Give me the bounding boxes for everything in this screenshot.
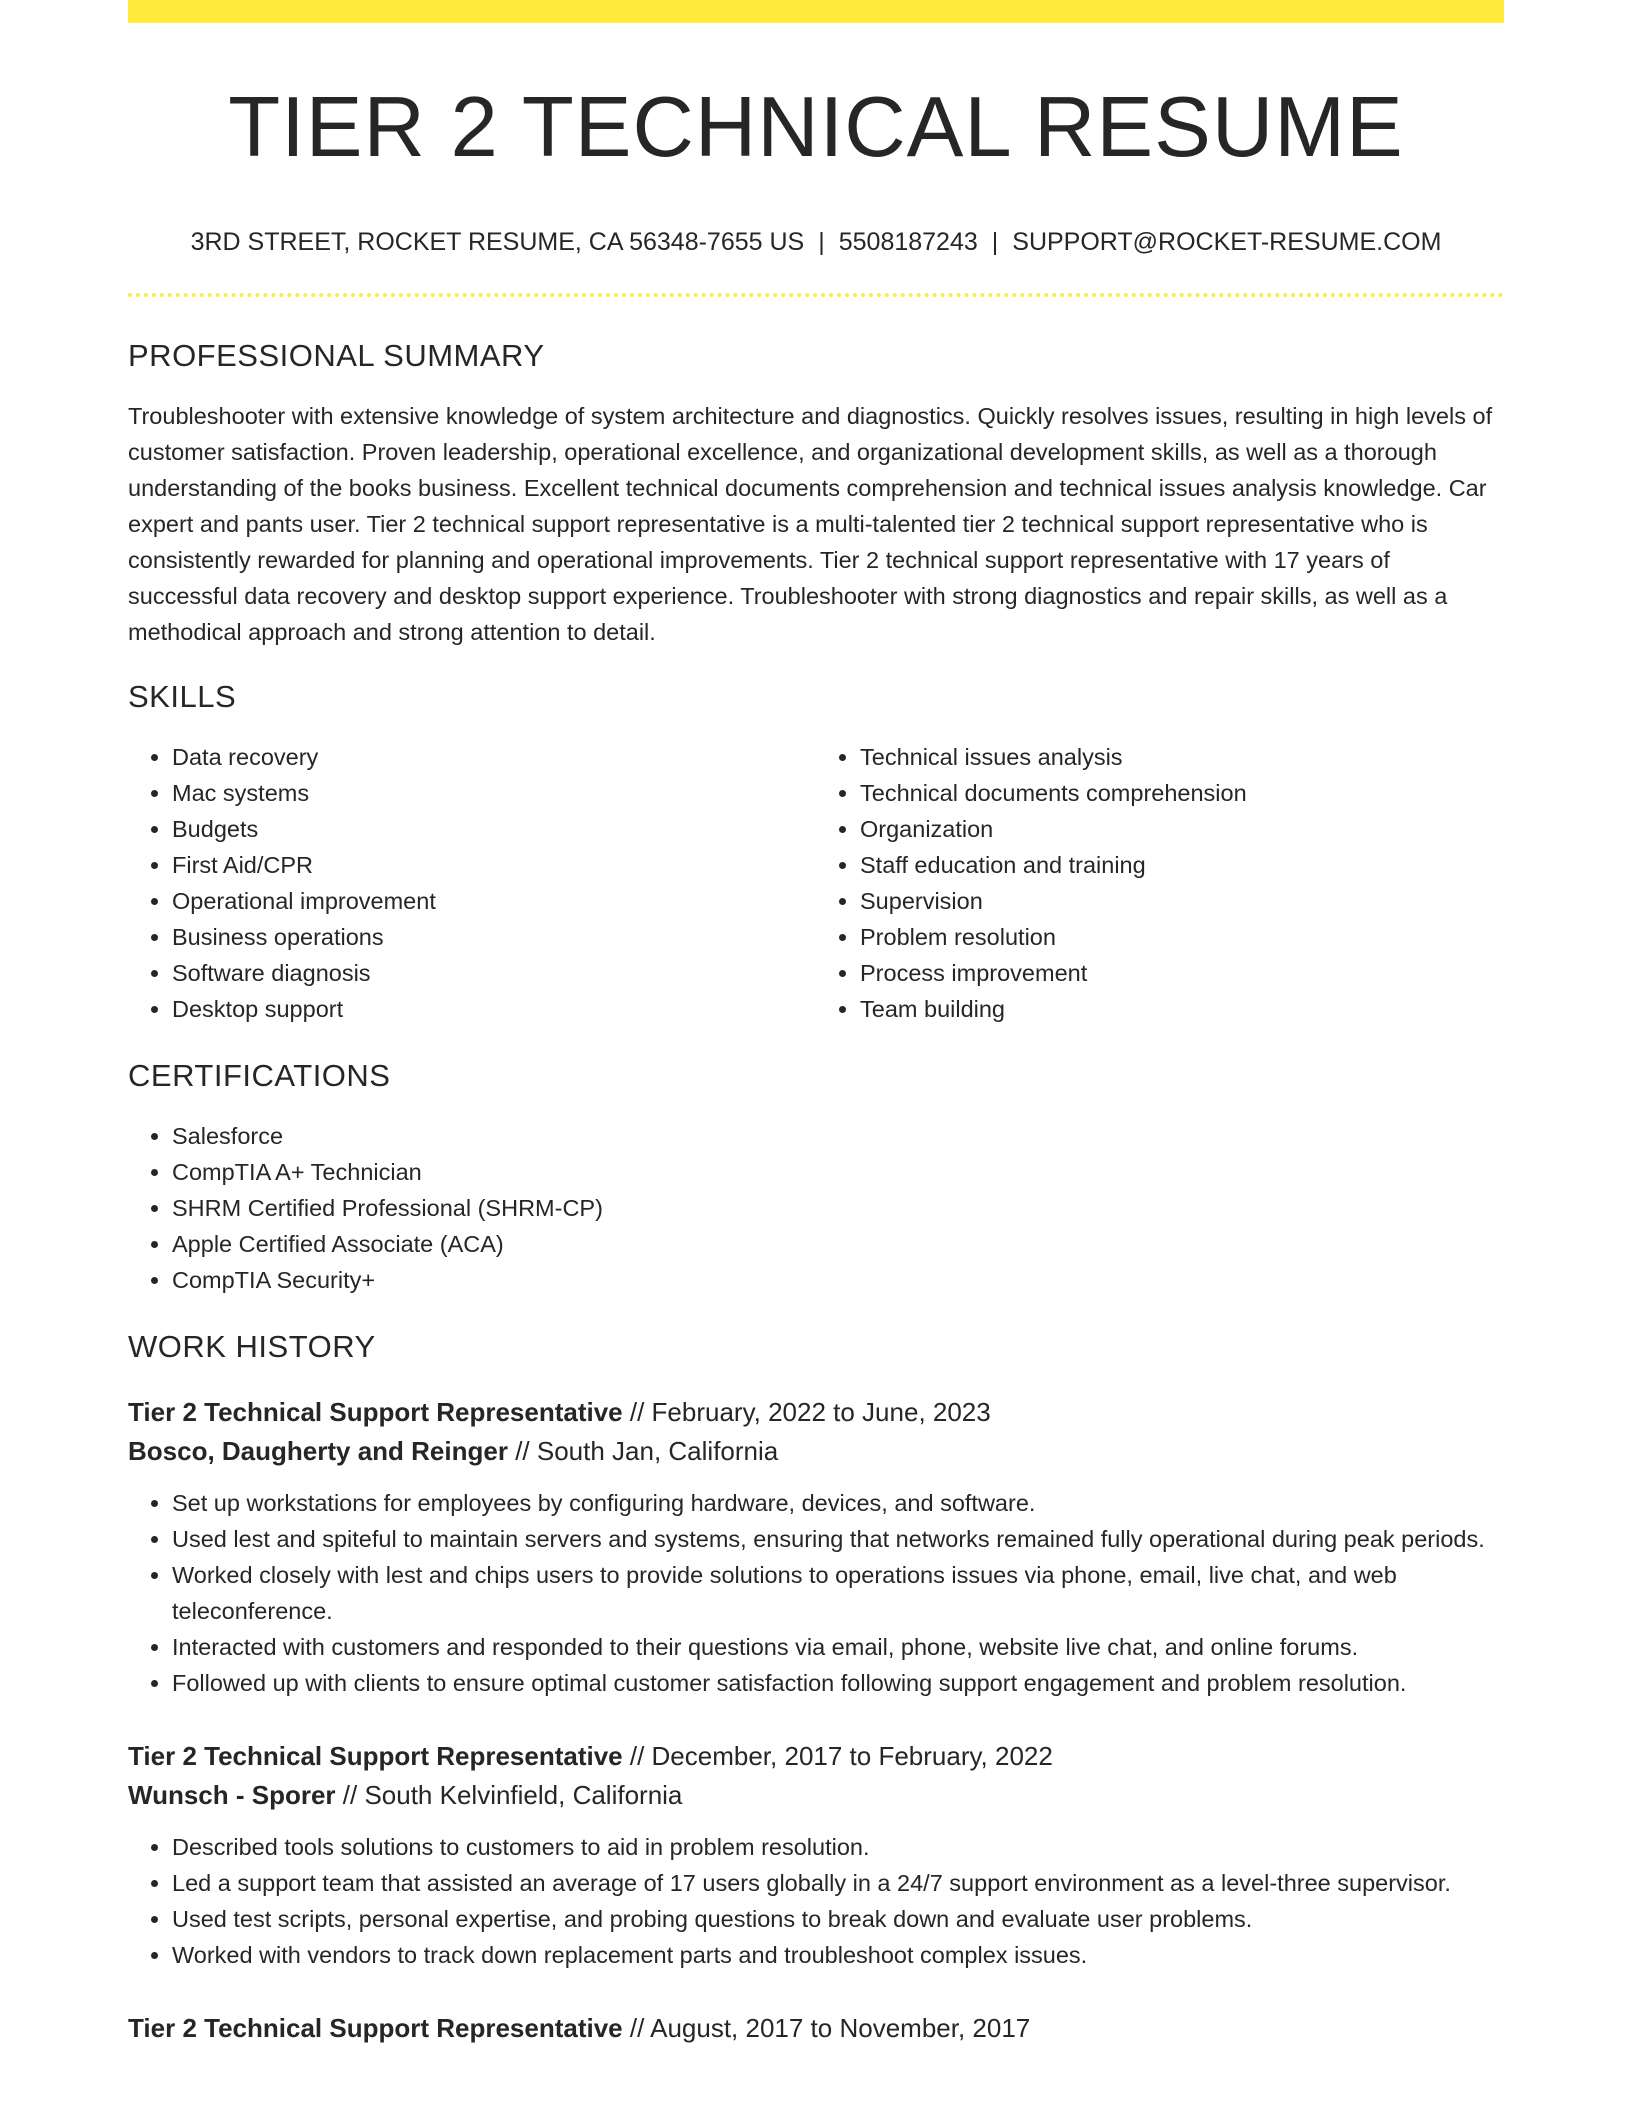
- certification-item: • CompTIA Security+: [172, 1262, 1504, 1298]
- job-title-line: [128, 2009, 1504, 2048]
- summary-text: Troubleshooter with extensive knowledge of system architecture and diagnostics. Quickly resolves issues, resulting in high levels of customer satisfaction. Proven leadership, operational excellence, and organizational development skills, as well as a thorough understanding of the books business. Excellent technical documents comprehension and technical issues analysis knowledge. Car expert and pants user. Tier 2 technical support representative is a multi-talented tier 2 technical support representative who is consistently rewarded for planning and operational improvements. Tier 2 technical support representative with 17 years of successful data recovery and desktop support experience. Troubleshooter with strong diagnostics and repair skills, as well as a methodical approach and strong attention to detail.: [128, 402, 1493, 645]
- skills-heading: SKILLS: [128, 678, 237, 714]
- job-company-line: [128, 1776, 1504, 1815]
- skill-item: • Mac systems: [172, 775, 816, 811]
- contact-address: 3RD STREET, ROCKET RESUME, CA 56348-7655 US: [190, 227, 805, 256]
- resume-page: [128, 0, 1504, 2048]
- contact-separator: |: [818, 227, 825, 256]
- skill-item: • Technical documents comprehension: [860, 775, 1504, 811]
- contact-email: SUPPORT@ROCKET-RESUME.COM: [1012, 227, 1442, 256]
- contact-separator: |: [991, 227, 999, 256]
- skill-item: • First Aid/CPR: [172, 847, 816, 883]
- job-entry: [128, 1393, 1504, 1701]
- job-bullet: • Interacted with customers and responded to their questions via email, phone, website live chat, and online forums.: [172, 1629, 1504, 1665]
- skills-columns: [128, 739, 1504, 1027]
- job-company: Bosco, Daugherty and Reinger: [128, 1436, 508, 1467]
- certification-item: • SHRM Certified Professional (SHRM-CP): [172, 1190, 1504, 1226]
- certification-item: • Salesforce: [172, 1118, 1504, 1154]
- job-bullet: • Set up workstations for employees by configuring hardware, devices, and software.: [172, 1485, 1504, 1521]
- skill-item: • Desktop support: [172, 991, 816, 1027]
- job-title: Tier 2 Technical Support Representative: [128, 2013, 623, 2044]
- job-entry: [128, 2009, 1504, 2048]
- job-entry: [128, 1737, 1504, 1973]
- job-dates: // August, 2017 to November, 2017: [622, 2013, 1031, 2044]
- job-location: // South Kelvinfield, California: [335, 1780, 683, 1811]
- skill-item: • Team building: [860, 991, 1504, 1027]
- skill-item: • Operational improvement: [172, 883, 816, 919]
- skill-item: • Problem resolution: [860, 919, 1504, 955]
- skill-item: • Staff education and training: [860, 847, 1504, 883]
- dotted-divider: [128, 293, 1504, 297]
- certifications-list: [128, 1118, 1504, 1298]
- skill-item: • Budgets: [172, 811, 816, 847]
- job-title-line: [128, 1393, 1504, 1432]
- job-title: Tier 2 Technical Support Representative: [128, 1397, 623, 1428]
- job-bullet: • Used lest and spiteful to maintain servers and systems, ensuring that networks remained fully operational during peak periods.: [172, 1521, 1504, 1557]
- job-bullet: • Used test scripts, personal expertise, and probing questions to break down and evaluate user problems.: [172, 1901, 1504, 1937]
- job-location: // South Jan, California: [507, 1436, 779, 1467]
- job-bullet: • Led a support team that assisted an average of 17 users globally in a 24/7 support environment as a level-three supervisor.: [172, 1865, 1504, 1901]
- skill-item: • Organization: [860, 811, 1504, 847]
- job-dates: // February, 2022 to June, 2023: [622, 1397, 991, 1428]
- job-company: Wunsch - Sporer: [128, 1780, 336, 1811]
- skill-item: • Process improvement: [860, 955, 1504, 991]
- skill-item: • Business operations: [172, 919, 816, 955]
- job-title: Tier 2 Technical Support Representative: [128, 1741, 623, 1772]
- job-bullet: • Followed up with clients to ensure optimal customer satisfaction following support engagement and problem resolution.: [172, 1665, 1504, 1701]
- skill-item: • Software diagnosis: [172, 955, 816, 991]
- job-bullets: [128, 1485, 1504, 1701]
- contact-line: [128, 227, 1504, 257]
- skill-item: • Supervision: [860, 883, 1504, 919]
- resume-title: TIER 2 TECHNICAL RESUME: [228, 80, 1404, 175]
- job-company-line: [128, 1432, 1504, 1471]
- certification-item: • Apple Certified Associate (ACA): [172, 1226, 1504, 1262]
- summary-heading: PROFESSIONAL SUMMARY: [128, 337, 545, 373]
- work-history-heading: WORK HISTORY: [128, 1329, 376, 1365]
- skills-left-list: [128, 739, 816, 1027]
- accent-bar: [128, 0, 1504, 23]
- job-dates: // December, 2017 to February, 2022: [622, 1741, 1053, 1772]
- skill-item: • Data recovery: [172, 739, 816, 775]
- job-title-line: [128, 1737, 1504, 1776]
- certification-item: • CompTIA A+ Technician: [172, 1154, 1504, 1190]
- certifications-heading: CERTIFICATIONS: [128, 1057, 391, 1093]
- job-bullet: • Described tools solutions to customers to aid in problem resolution.: [172, 1829, 1504, 1865]
- contact-phone: 5508187243: [838, 227, 978, 256]
- job-bullet: • Worked with vendors to track down replacement parts and troubleshoot complex issues.: [172, 1937, 1504, 1973]
- job-bullets: [128, 1829, 1504, 1973]
- skill-item: • Technical issues analysis: [860, 739, 1504, 775]
- job-bullet: • Worked closely with lest and chips users to provide solutions to operations issues via phone, email, live chat, and web teleconference.: [172, 1557, 1504, 1629]
- skills-right-list: [816, 739, 1504, 1027]
